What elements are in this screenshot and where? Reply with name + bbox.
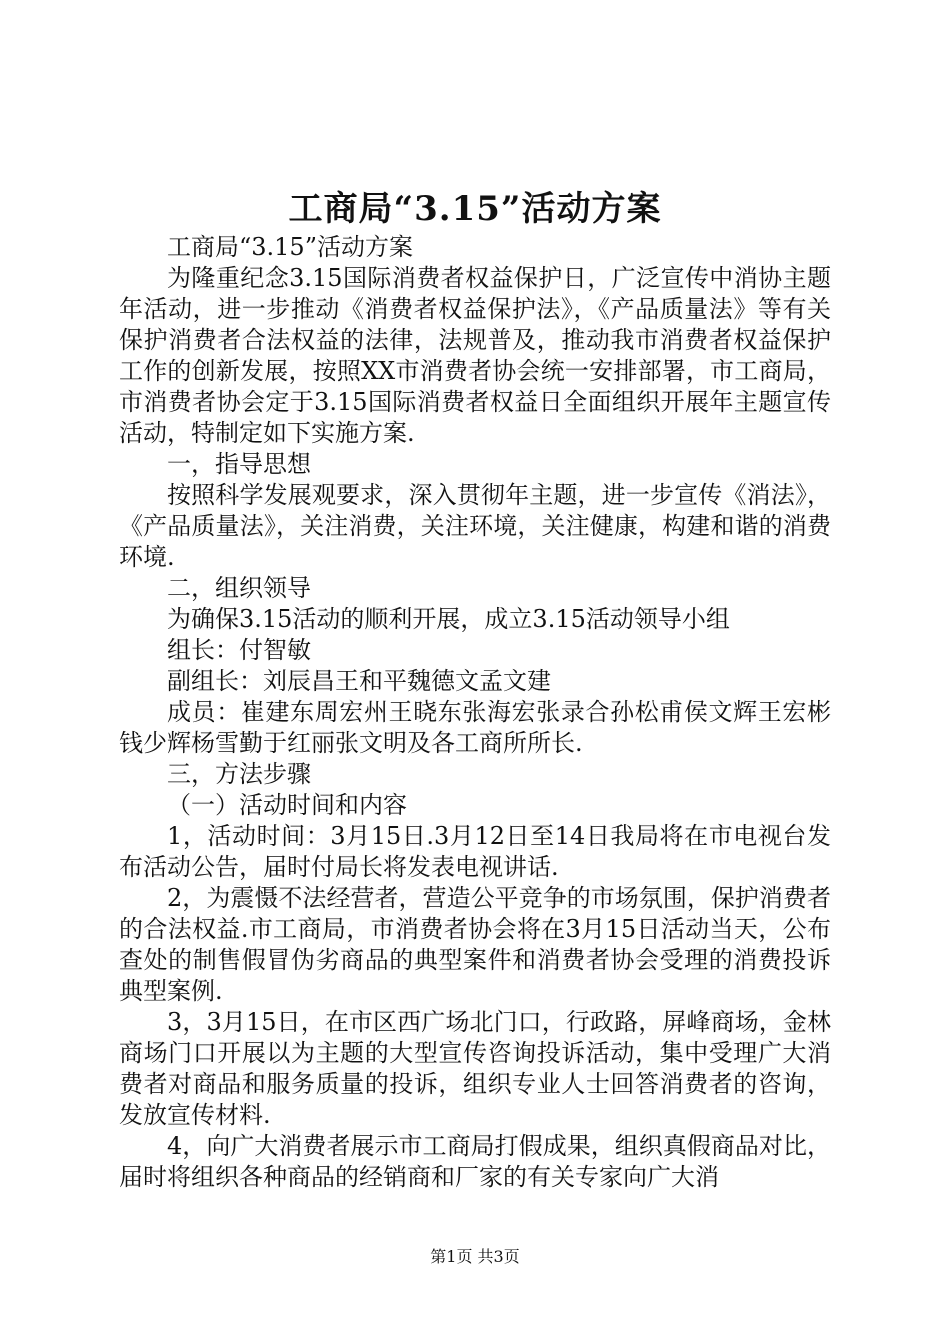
section-heading: 一，指导思想 <box>167 450 311 478</box>
subsection-heading: （一）活动时间和内容 <box>167 791 407 819</box>
paragraph: 2，为震慑不法经营者，营造公平竞争的市场氛围，保护消费者的合法权益.市工商局，市消费者协会将在3月15日活动当天，公布查处的制售假冒伪劣商品的典型案件和消费者协会受理的消费投诉典型案例. <box>119 884 831 1005</box>
paragraph: 副组长：刘辰昌王和平魏德文孟文建 <box>167 667 551 695</box>
document-title: 工商局“3.15”活动方案 <box>288 189 662 229</box>
paragraph: 1，活动时间：3月15日.3月12日至14日我局将在市电视台发布活动公告，届时付局长将发表电视讲话. <box>119 822 831 881</box>
paragraph: 为确保3.15活动的顺利开展，成立3.15活动领导小组 <box>167 605 730 633</box>
paragraph: 4，向广大消费者展示市工商局打假成果，组织真假商品对比，届时将组织各种商品的经销商和厂家的有关专家向广大消 <box>119 1132 831 1191</box>
paragraph: 3，3月15日，在市区西广场北门口，行政路，屏峰商场，金林商场门口开展以为主题的大型宣传咨询投诉活动，集中受理广大消费者对商品和服务质量的投诉，组织专业人士回答消费者的咨询，发放宣传材料. <box>119 1008 831 1129</box>
section-heading: 三，方法步骤 <box>167 760 311 788</box>
paragraph: 组长：付智敏 <box>167 636 311 664</box>
paragraph: 按照科学发展观要求，深入贯彻年主题，进一步宣传《消法》，《产品质量法》，关注消费，关注环境，关注健康，构建和谐的消费环境. <box>119 481 831 571</box>
document-body <box>119 232 831 1193</box>
paragraph: 成员：崔建东周宏州王晓东张海宏张录合孙松甫侯文辉王宏彬钱少辉杨雪勤于红丽张文明及各工商所所长. <box>119 698 831 757</box>
section-heading: 二，组织领导 <box>167 574 311 602</box>
paragraph: 工商局“3.15”活动方案 <box>167 233 413 261</box>
page-number-footer: 第1页 共3页 <box>430 1247 520 1266</box>
paragraph: 为隆重纪念3.15国际消费者权益保护日，广泛宣传中消协主题年活动，进一步推动《消费者权益保护法》，《产品质量法》等有关保护消费者合法权益的法律，法规普及，推动我市消费者权益保护工作的创新发展，按照XX市消费者协会统一安排部署，市工商局，市消费者协会定于3.15国际消费者权益日全面组织开展年主题宣传活动，特制定如下实施方案. <box>119 264 831 447</box>
